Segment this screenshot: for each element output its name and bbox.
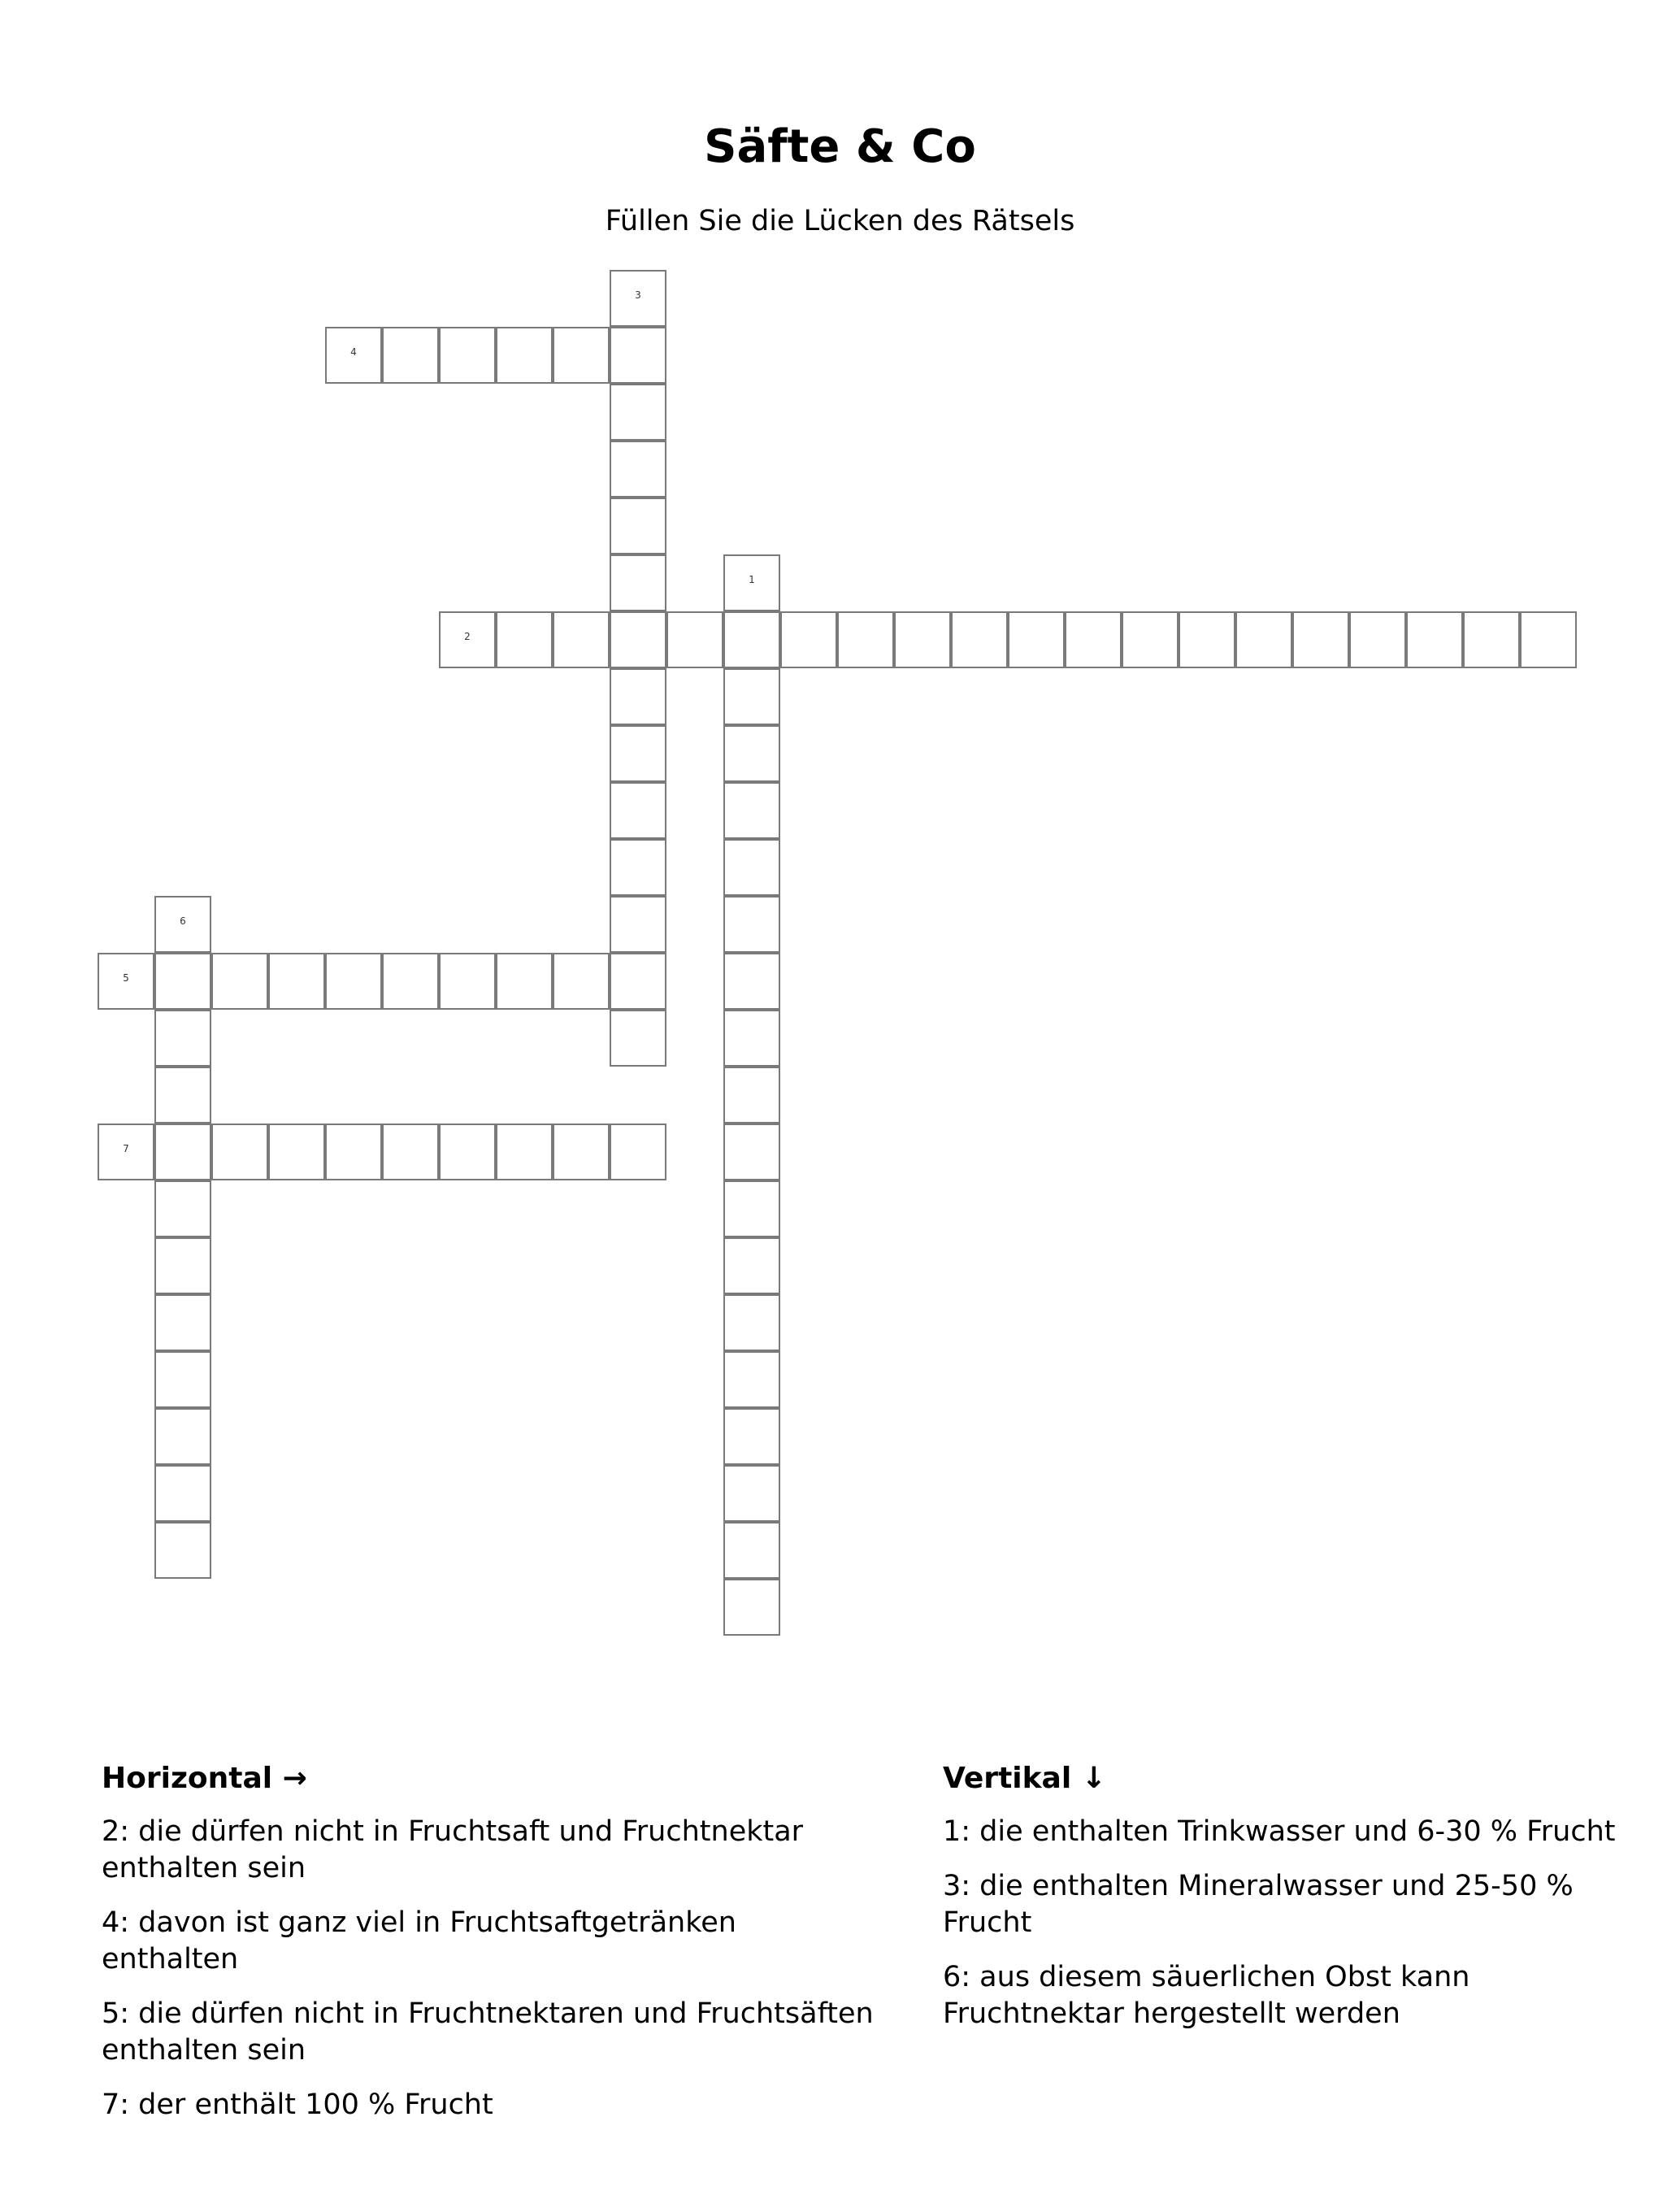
- crossword-cell[interactable]: [723, 1351, 780, 1408]
- crossword-cell[interactable]: [723, 725, 780, 782]
- crossword-cell[interactable]: [1406, 611, 1463, 668]
- crossword-cell[interactable]: [610, 953, 666, 1010]
- crossword-cell[interactable]: [723, 554, 780, 611]
- crossword-cell[interactable]: [723, 1010, 780, 1067]
- page-subtitle: Füllen Sie die Lücken des Rätsels: [605, 205, 1075, 237]
- crossword-cell[interactable]: [610, 782, 666, 839]
- crossword-cell[interactable]: [610, 498, 666, 554]
- crossword-cell[interactable]: [610, 384, 666, 441]
- crossword-cell[interactable]: [154, 896, 211, 953]
- crossword-cell[interactable]: [1520, 611, 1577, 668]
- crossword-cell[interactable]: [439, 953, 496, 1010]
- crossword-cell[interactable]: [496, 327, 553, 384]
- crossword-cell[interactable]: [211, 953, 268, 1010]
- crossword-cell[interactable]: [382, 1124, 439, 1180]
- clue-across-4: 4: davon ist ganz viel in Fruchtsaftgetränken enthalten: [102, 1906, 736, 1976]
- crossword-cell[interactable]: [723, 896, 780, 953]
- crossword-cell[interactable]: [723, 1180, 780, 1237]
- clue-across-2: 2: die dürfen nicht in Fruchtsaft und Fruchtnektar enthalten sein: [102, 1815, 804, 1884]
- crossword-cell[interactable]: [439, 611, 496, 668]
- clue-number: 6: [180, 915, 186, 927]
- vertical-clues: [943, 1760, 1617, 2050]
- crossword-cell[interactable]: [723, 1408, 780, 1465]
- crossword-cell[interactable]: [268, 1124, 325, 1180]
- crossword-cell[interactable]: [154, 1351, 211, 1408]
- crossword-cell[interactable]: [1122, 611, 1179, 668]
- horizontal-clues-heading: Horizontal →: [102, 1762, 307, 1795]
- crossword-cell[interactable]: [496, 1124, 553, 1180]
- crossword-cell[interactable]: [723, 953, 780, 1010]
- crossword-cell[interactable]: [723, 839, 780, 896]
- crossword-cell[interactable]: [325, 1124, 382, 1180]
- crossword-cell[interactable]: [553, 953, 610, 1010]
- crossword-cell[interactable]: [610, 327, 666, 384]
- crossword-cell[interactable]: [1065, 611, 1122, 668]
- crossword-cell[interactable]: [723, 668, 780, 725]
- crossword-cell[interactable]: [780, 611, 837, 668]
- crossword-cell[interactable]: [1292, 611, 1349, 668]
- crossword-cell[interactable]: [496, 611, 553, 668]
- clue-number: 4: [350, 346, 357, 358]
- clue-number: 2: [464, 631, 471, 642]
- horizontal-clues: [102, 1760, 882, 2141]
- crossword-cell[interactable]: [610, 896, 666, 953]
- crossword-cell[interactable]: [610, 554, 666, 611]
- crossword-cell[interactable]: [610, 611, 666, 668]
- crossword-cell[interactable]: [723, 1294, 780, 1351]
- crossword-cell[interactable]: [610, 441, 666, 498]
- crossword-cell[interactable]: [154, 1237, 211, 1294]
- crossword-cell[interactable]: [1463, 611, 1520, 668]
- crossword-cell[interactable]: [723, 1237, 780, 1294]
- crossword-cell[interactable]: [154, 1294, 211, 1351]
- clue-number: 5: [123, 972, 129, 984]
- crossword-cell[interactable]: [439, 327, 496, 384]
- crossword-cell[interactable]: [1179, 611, 1235, 668]
- crossword-cell[interactable]: [666, 611, 723, 668]
- crossword-cell[interactable]: [382, 327, 439, 384]
- crossword-cell[interactable]: [1349, 611, 1406, 668]
- clue-number: 7: [123, 1143, 129, 1154]
- clue-down-1: 1: die enthalten Trinkwasser und 6-30 % Frucht: [943, 1815, 1616, 1848]
- crossword-cell[interactable]: [723, 1579, 780, 1636]
- crossword-cell[interactable]: [951, 611, 1008, 668]
- crossword-cell[interactable]: [154, 1408, 211, 1465]
- crossword-cell[interactable]: [1008, 611, 1065, 668]
- crossword-cell[interactable]: [723, 1124, 780, 1180]
- crossword-cell[interactable]: [154, 1522, 211, 1579]
- clue-across-5: 5: die dürfen nicht in Fruchtnektaren und Fruchtsäften enthalten sein: [102, 1997, 874, 2067]
- crossword-cell[interactable]: [268, 953, 325, 1010]
- crossword-cell[interactable]: [723, 782, 780, 839]
- crossword-cell[interactable]: [723, 1067, 780, 1124]
- crossword-cell[interactable]: [98, 953, 154, 1010]
- clue-down-6: 6: aus diesem säuerlichen Obst kann Fruchtnektar hergestellt werden: [943, 1961, 1470, 2030]
- crossword-cell[interactable]: [496, 953, 553, 1010]
- page-title: Säfte & Co: [704, 120, 976, 173]
- crossword-cell[interactable]: [610, 839, 666, 896]
- crossword-cell[interactable]: [154, 1010, 211, 1067]
- crossword-cell[interactable]: [382, 953, 439, 1010]
- crossword-cell[interactable]: [723, 611, 780, 668]
- crossword-cell[interactable]: [154, 1067, 211, 1124]
- crossword-cell[interactable]: [553, 611, 610, 668]
- crossword-cell[interactable]: [610, 668, 666, 725]
- crossword-cell[interactable]: [154, 1124, 211, 1180]
- crossword-cell[interactable]: [610, 1124, 666, 1180]
- crossword-cell[interactable]: [98, 1124, 154, 1180]
- crossword-cell[interactable]: [211, 1124, 268, 1180]
- crossword-cell[interactable]: [1235, 611, 1292, 668]
- crossword-cell[interactable]: [553, 1124, 610, 1180]
- crossword-cell[interactable]: [325, 327, 382, 384]
- crossword-cell[interactable]: [154, 953, 211, 1010]
- clue-across-7: 7: der enthält 100 % Frucht: [102, 2089, 493, 2121]
- crossword-cell[interactable]: [723, 1522, 780, 1579]
- crossword-cell[interactable]: [325, 953, 382, 1010]
- crossword-cell[interactable]: [837, 611, 894, 668]
- crossword-cell[interactable]: [723, 1465, 780, 1522]
- clue-down-3: 3: die enthalten Mineralwasser und 25-50 % Frucht: [943, 1870, 1574, 1939]
- crossword-cell[interactable]: [154, 1180, 211, 1237]
- crossword-cell[interactable]: [894, 611, 951, 668]
- crossword-cell[interactable]: [610, 1010, 666, 1067]
- crossword-cell[interactable]: [553, 327, 610, 384]
- clue-number: 1: [749, 574, 755, 585]
- crossword-cell[interactable]: [610, 725, 666, 782]
- clue-number: 3: [635, 289, 641, 301]
- crossword-cell[interactable]: [610, 270, 666, 327]
- crossword-cell[interactable]: [154, 1465, 211, 1522]
- vertical-clues-heading: Vertikal ↓: [943, 1762, 1106, 1795]
- crossword-cell[interactable]: [439, 1124, 496, 1180]
